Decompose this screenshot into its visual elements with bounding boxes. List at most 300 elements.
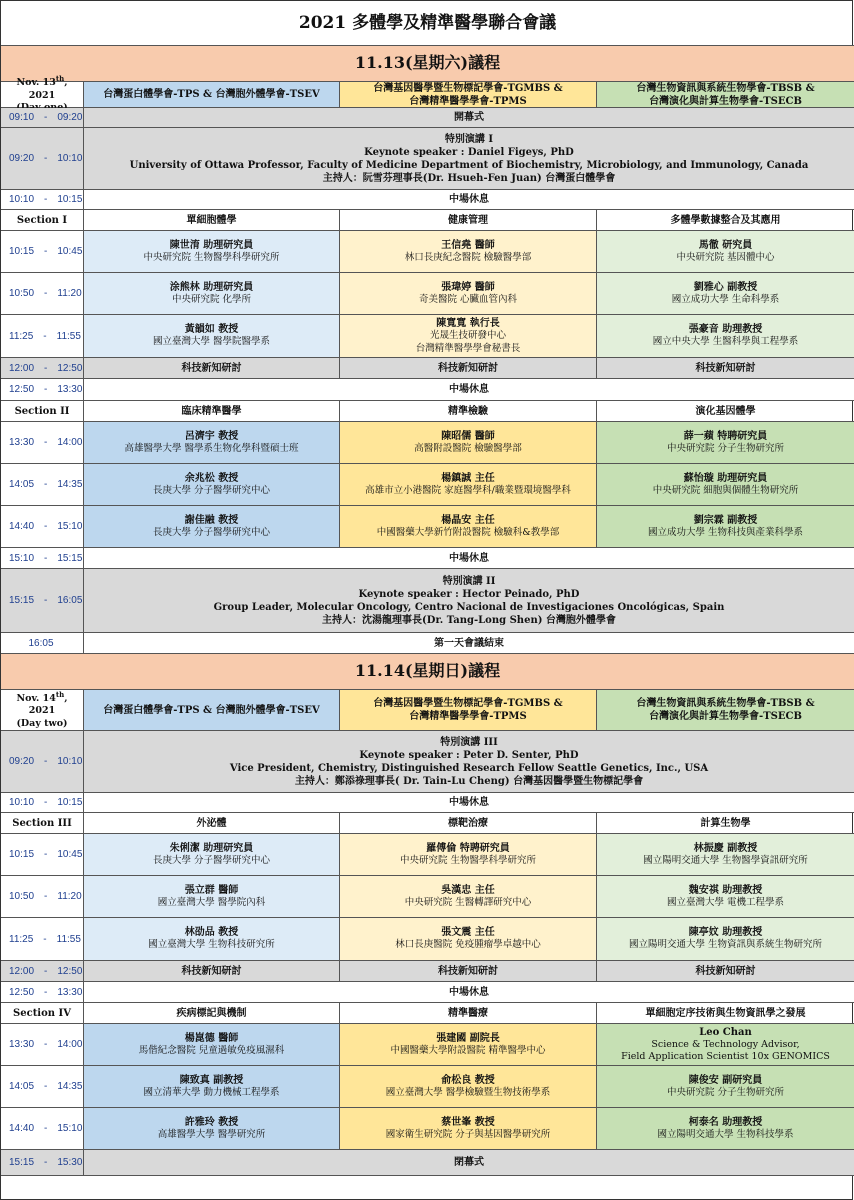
day-title: 11.13(星期六)議程 <box>1 46 854 82</box>
speaker-cell <box>340 231 597 273</box>
schedule-row <box>1 633 854 654</box>
speaker-name: 張建國 副院長 <box>436 1032 500 1044</box>
schedule-row <box>1 1024 854 1066</box>
speaker-cell <box>340 506 597 548</box>
time-cell <box>1 918 84 961</box>
day-label: (Day two) <box>16 717 68 729</box>
speaker-name: 羅傅倫 特聘研究員 <box>426 842 510 854</box>
speaker-name: 黃韻如 教授 <box>184 324 239 336</box>
speaker-affiliation: 國立臺灣大學 醫學檢驗暨生物技術學系 <box>385 1086 551 1098</box>
speaker-cell <box>84 876 340 918</box>
speaker-name: 蔡世峯 教授 <box>441 1116 495 1128</box>
speaker-cell <box>597 464 854 506</box>
time-cell <box>1 231 84 273</box>
speaker-name: 王信堯 醫師 <box>441 239 495 251</box>
speaker-affiliation: 中央研究院 化學所 <box>171 293 252 305</box>
end-time: 13:30 <box>57 384 83 395</box>
society-name: 台灣生物資訊與系統生物學會-TBSB & <box>636 82 815 94</box>
time-cell <box>1 422 84 464</box>
speaker-affiliation: 高雄市立小港醫院 家庭醫學科/職業暨環境醫學科 <box>365 484 571 496</box>
speaker-name: 陳昭儒 醫師 <box>441 430 495 442</box>
speaker-cell <box>597 834 854 876</box>
time-cell <box>1 1066 84 1108</box>
speaker-cell <box>84 464 340 506</box>
end-time: 12:50 <box>57 965 83 977</box>
time-dash: - <box>44 246 48 257</box>
speaker-name: 張豪音 助理教授 <box>688 324 763 336</box>
start-time: 13:30 <box>9 437 35 448</box>
section-name: Section I <box>1 210 84 231</box>
time-dash: - <box>44 112 48 123</box>
speaker-cell <box>597 422 854 464</box>
schedule-row <box>1 108 854 128</box>
speaker-name: 林振慶 副教授 <box>693 842 758 854</box>
start-time: 12:00 <box>9 965 35 977</box>
end-time: 11:55 <box>56 330 81 342</box>
start-time: 15:15 <box>9 595 35 606</box>
schedule-row <box>1 128 854 190</box>
speaker-name: 吳漢忠 主任 <box>441 884 495 896</box>
speaker-affiliation: Science & Technology Advisor, <box>651 1038 800 1050</box>
date-line: Nov. 14th, 2021 <box>16 689 68 717</box>
keynote-line: 主持人：鄭添祿理事長( Dr. Tain-Lu Cheng) 台灣基因醫學暨生物標記學會 <box>294 775 644 787</box>
time-dash: - <box>43 933 47 945</box>
speaker-name: 張文震 主任 <box>441 927 495 939</box>
time-cell <box>1 961 84 982</box>
start-time: 14:05 <box>9 1081 35 1092</box>
schedule-row <box>1 813 854 834</box>
keynote-line: 特別演講 II <box>442 575 496 587</box>
session-label: 中場休息 <box>84 982 854 1003</box>
schedule-row <box>1 982 854 1003</box>
speaker-affiliation: 馬偕紀念醫院 兒童過敏免疫風濕科 <box>138 1044 285 1056</box>
speaker-name: 陳致真 副教授 <box>179 1074 244 1086</box>
keynote-line: Keynote speaker : Hector Peinado, PhD <box>358 588 580 600</box>
time-cell <box>1 876 84 918</box>
time-dash: - <box>44 849 48 860</box>
start-time: 12:00 <box>9 362 35 374</box>
society-name: 台灣精準醫學學會-TPMS <box>409 711 527 722</box>
speaker-affiliation: 長庚大學 分子醫學研究中心 <box>152 854 271 866</box>
schedule-row <box>1 190 854 210</box>
time-dash: - <box>44 521 48 532</box>
keynote-block <box>84 731 854 793</box>
speaker-affiliation: 高雄醫學大學 醫學系生物化學科暨碩士班 <box>124 442 299 454</box>
schedule-row <box>1 273 854 315</box>
start-time: 10:15 <box>9 849 35 860</box>
time-cell <box>1 273 84 315</box>
time-dash: - <box>44 986 48 998</box>
schedule-row <box>1 1108 854 1150</box>
section-name: Section II <box>1 401 84 422</box>
time-cell <box>1 379 84 401</box>
schedule-row <box>1 1003 854 1024</box>
speaker-cell <box>84 1108 340 1150</box>
start-time: 09:20 <box>9 153 35 164</box>
section-topic: 精準檢驗 <box>340 401 597 422</box>
speaker-name: 張瑋婷 醫師 <box>441 281 495 293</box>
schedule-row <box>1 210 854 231</box>
keynote-line: 主持人：沈湯龍理事長(Dr. Tang-Long Shen) 台灣胞外體學會 <box>322 614 616 626</box>
speaker-affiliation: 奇美醫院 心臟血管內科 <box>418 293 518 305</box>
keynote-line: Group Leader, Molecular Oncology, Centro Nacional de Investigaciones Oncológicas, Spain <box>213 601 725 613</box>
date-line: Nov. 13th, 2021 <box>16 74 68 101</box>
society-header <box>340 690 597 731</box>
date-suffix: th <box>55 74 65 84</box>
schedule-row <box>1 569 854 633</box>
speaker-cell <box>340 464 597 506</box>
end-time: 11:20 <box>57 891 82 902</box>
schedule-row <box>1 793 854 813</box>
start-time: 10:50 <box>9 891 35 902</box>
speaker-name: 張立群 醫師 <box>184 884 239 896</box>
speaker-name: 林劭品 教授 <box>184 927 239 939</box>
speaker-affiliation: 光晟生技研發中心 <box>429 330 506 342</box>
speaker-cell <box>340 876 597 918</box>
speaker-cell <box>340 1066 597 1108</box>
section-topic: 臨床精準醫學 <box>84 401 340 422</box>
start-time: 09:20 <box>9 756 35 767</box>
time-cell <box>1 731 84 793</box>
speaker-cell <box>597 315 854 358</box>
speaker-cell <box>84 918 340 961</box>
speaker-affiliation: 中央研究院 基因體中心 <box>676 251 775 263</box>
day-date <box>1 690 84 731</box>
session-label: 中場休息 <box>84 379 854 401</box>
speaker-name: 劉雅心 副教授 <box>693 281 758 293</box>
speaker-cell <box>84 1024 340 1066</box>
end-time: 15:10 <box>57 1123 83 1134</box>
start-time: 11:25 <box>9 933 34 945</box>
schedule-row <box>1 422 854 464</box>
time-dash: - <box>44 1157 48 1168</box>
speaker-name: 柯泰名 助理教授 <box>688 1116 763 1128</box>
end-time: 10:45 <box>57 849 83 860</box>
speaker-cell <box>340 273 597 315</box>
speaker-cell <box>84 1066 340 1108</box>
speaker-cell <box>340 1108 597 1150</box>
society-name: 台灣演化與計算生物學會-TSECB <box>649 711 802 722</box>
section-topic: 健康管理 <box>340 210 597 231</box>
speaker-affiliation: 高醫附設醫院 檢驗醫學部 <box>414 442 522 454</box>
time-cell <box>1 358 84 379</box>
time-dash: - <box>44 288 48 299</box>
time-cell <box>1 982 84 1003</box>
section-topic: 精準醫療 <box>340 1003 597 1024</box>
time-dash: - <box>44 891 48 902</box>
society-name: 台灣蛋白體學會-TPS & 台灣胞外體學會-TSEV <box>103 704 320 716</box>
end-time: 16:05 <box>57 595 83 606</box>
start-time: 13:30 <box>9 1039 35 1050</box>
schedule-row <box>1 231 854 273</box>
end-time: 10:10 <box>57 756 83 767</box>
time-cell <box>1 108 84 128</box>
time-cell <box>1 793 84 813</box>
section-topic: 單細胞定序技術與生物資訊學之發展 <box>597 1003 854 1024</box>
speaker-affiliation: 台灣精準醫學學會秘書長 <box>415 342 521 354</box>
keynote-line: Vice President, Chemistry, Distinguished Research Fellow Seattle Genetics, Inc., USA <box>229 762 709 774</box>
speaker-cell <box>597 506 854 548</box>
session-label: 開幕式 <box>84 108 854 128</box>
keynote-line: Keynote speaker : Peter D. Senter, PhD <box>359 749 579 761</box>
date-suffix: th <box>55 689 65 699</box>
time-cell <box>1 1108 84 1150</box>
speaker-affiliation: 中央研究院 生物醫學科學研究所 <box>143 251 280 263</box>
speaker-name: 楊鎮誠 主任 <box>441 472 495 484</box>
title-row <box>1 1 854 46</box>
speaker-affiliation: 國家衛生研究院 分子與基因醫學研究所 <box>385 1128 551 1140</box>
end-time: 09:20 <box>57 112 83 123</box>
schedule-row <box>1 961 854 982</box>
start-time: 15:10 <box>9 552 35 564</box>
schedule-row <box>1 315 854 358</box>
society-header <box>84 82 340 108</box>
speaker-affiliation: 國立陽明交通大學 生物醫學資訊研究所 <box>643 854 808 866</box>
time-dash: - <box>44 552 48 564</box>
speaker-name: 劉宗霖 副教授 <box>693 514 758 526</box>
end-time: 10:15 <box>57 194 83 205</box>
time-dash: - <box>44 362 48 374</box>
society-header <box>84 690 340 731</box>
speaker-affiliation: 中央研究院 細胞與個體生物研究所 <box>652 484 799 496</box>
speaker-cell <box>84 315 340 358</box>
start-time: 09:10 <box>9 112 35 123</box>
speaker-affiliation: 中央研究院 分子生物研究所 <box>666 1086 785 1098</box>
society-name: 台灣演化與計算生物學會-TSECB <box>649 95 802 107</box>
time-cell <box>1 834 84 876</box>
speaker-cell <box>84 506 340 548</box>
speaker-cell <box>340 834 597 876</box>
keynote-line: Keynote speaker : Daniel Figeys, PhD <box>364 146 574 158</box>
time-dash: - <box>44 1039 48 1050</box>
schedule-row <box>1 834 854 876</box>
time-dash: - <box>44 1123 48 1134</box>
start-time: 10:10 <box>9 194 35 205</box>
speaker-name: 楊晶安 主任 <box>441 514 495 526</box>
lunch-seminar: 科技新知研討 <box>597 358 854 379</box>
schedule-row <box>1 548 854 569</box>
keynote-line: University of Ottawa Professor, Faculty of Medicine Department of Biochemistry, Microbiology, and Immunology, Canada <box>129 159 809 171</box>
section-topic: 計算生物學 <box>597 813 854 834</box>
lunch-seminar: 科技新知研討 <box>597 961 854 982</box>
schedule-row <box>1 74 854 108</box>
time-cell <box>1 128 84 190</box>
speaker-cell <box>340 315 597 358</box>
speaker-name: 魏安祺 助理教授 <box>688 884 763 896</box>
section-topic: 單細胞體學 <box>84 210 340 231</box>
time-cell <box>1 548 84 569</box>
society-name: 台灣精準醫學學會-TPMS <box>409 95 527 107</box>
end-time: 14:35 <box>57 1081 83 1092</box>
start-time: 10:50 <box>9 288 35 299</box>
end-time: 13:30 <box>57 986 83 998</box>
speaker-cell <box>84 231 340 273</box>
time-cell <box>1 464 84 506</box>
speaker-affiliation: 中央研究院 分子生物研究所 <box>666 442 785 454</box>
speaker-name: 楊崑德 醫師 <box>184 1032 239 1044</box>
section-topic: 外泌體 <box>84 813 340 834</box>
time-dash: - <box>44 437 48 448</box>
time-cell <box>1 1024 84 1066</box>
schedule-row <box>1 401 854 422</box>
time-cell <box>1 1150 84 1176</box>
start-time: 12:50 <box>9 986 35 998</box>
end-time: 10:45 <box>57 246 83 257</box>
day-end-label: 第一天會議結束 <box>84 633 854 654</box>
speaker-affiliation: 國立成功大學 生物科技與產業科學系 <box>647 526 804 538</box>
keynote-line: 主持人：阮雪芬理事長(Dr. Hsueh-Fen Juan) 台灣蛋白體學會 <box>322 172 616 184</box>
start-time: 16:05 <box>28 637 54 649</box>
page-title: 2021 多體學及精準醫學聯合會議 <box>1 1 854 46</box>
time-dash: - <box>44 756 48 767</box>
society-name: 台灣基因醫學暨生物標記學會-TGMBS & <box>373 82 563 94</box>
speaker-cell <box>340 918 597 961</box>
speaker-affiliation: 長庚大學 分子醫學研究中心 <box>152 526 271 538</box>
speaker-name: Leo Chan <box>699 1026 752 1038</box>
speaker-affiliation: 國立陽明交通大學 生物資訊與系統生物研究所 <box>628 939 823 951</box>
day-date <box>1 74 84 108</box>
speaker-affiliation: 國立臺灣大學 電機工程學系 <box>666 896 785 908</box>
speaker-affiliation: Field Application Scientist 10x GENOMICS <box>621 1051 830 1062</box>
speaker-name: 俞松良 教授 <box>441 1074 495 1086</box>
schedule-row <box>1 506 854 548</box>
schedule-row <box>1 1066 854 1108</box>
speaker-affiliation: 國立臺灣大學 生物科技研究所 <box>148 939 275 951</box>
schedule-row <box>1 379 854 401</box>
time-dash: - <box>44 965 48 977</box>
speaker-name: 陳俊安 副研究員 <box>688 1074 763 1086</box>
time-dash: - <box>44 797 48 808</box>
end-time: 10:15 <box>57 797 83 808</box>
section-topic: 標靶治療 <box>340 813 597 834</box>
schedule-row <box>1 46 854 82</box>
end-time: 15:30 <box>57 1157 83 1168</box>
speaker-affiliation: 國立陽明交通大學 生物科技學系 <box>657 1128 794 1140</box>
speaker-cell <box>84 273 340 315</box>
speaker-cell <box>84 422 340 464</box>
lunch-seminar: 科技新知研討 <box>340 961 597 982</box>
end-time: 15:15 <box>57 552 83 564</box>
speaker-name: 許雅玲 教授 <box>184 1116 239 1128</box>
speaker-name: 陳亭妏 助理教授 <box>688 927 763 939</box>
society-header <box>340 82 597 108</box>
speaker-name: 呂濟宇 教授 <box>184 430 239 442</box>
start-time: 10:10 <box>9 797 35 808</box>
speaker-cell <box>340 1024 597 1066</box>
schedule-row <box>1 731 854 793</box>
speaker-name: 朱俐潔 助理研究員 <box>169 842 254 854</box>
speaker-cell <box>340 422 597 464</box>
schedule-row <box>1 358 854 379</box>
time-cell <box>1 569 84 633</box>
lunch-seminar: 科技新知研討 <box>84 961 340 982</box>
society-name: 台灣生物資訊與系統生物學會-TBSB & <box>636 698 815 709</box>
keynote-line: 特別演講 III <box>440 736 498 748</box>
section-topic: 多體學數據整合及其應用 <box>597 210 854 231</box>
speaker-cell <box>597 273 854 315</box>
speaker-affiliation: 國立成功大學 生命科學系 <box>671 293 780 305</box>
start-time: 14:40 <box>9 1123 35 1134</box>
time-dash: - <box>44 479 48 490</box>
time-cell <box>1 506 84 548</box>
time-dash: - <box>44 153 48 164</box>
speaker-affiliation: 中央研究院 生物醫學科學研究所 <box>399 854 537 866</box>
society-name: 台灣蛋白體學會-TPS & 台灣胞外體學會-TSEV <box>103 89 320 100</box>
session-label: 閉幕式 <box>84 1150 854 1176</box>
session-label: 中場休息 <box>84 548 854 569</box>
speaker-name: 余兆松 教授 <box>184 472 239 484</box>
schedule-row <box>1 876 854 918</box>
section-name: Section III <box>1 813 84 834</box>
speaker-affiliation: 國立臺灣大學 醫學院內科 <box>157 896 266 908</box>
keynote-block <box>84 128 854 190</box>
end-time: 14:35 <box>57 479 83 490</box>
schedule-row <box>1 654 854 690</box>
society-header <box>597 690 854 731</box>
end-time: 11:55 <box>56 933 81 945</box>
lunch-seminar: 科技新知研討 <box>340 358 597 379</box>
section-topic: 演化基因體學 <box>597 401 854 422</box>
keynote-block <box>84 569 854 633</box>
section-topic: 疾病標記與機制 <box>84 1003 340 1024</box>
speaker-cell <box>597 918 854 961</box>
time-cell <box>1 190 84 210</box>
time-dash: - <box>44 384 48 395</box>
speaker-cell <box>84 834 340 876</box>
schedule-row <box>1 690 854 731</box>
start-time: 12:50 <box>9 384 35 395</box>
speaker-name: 薛一蘋 特聘研究員 <box>683 430 768 442</box>
speaker-affiliation: 中國醫藥大學附設醫院 精準醫學中心 <box>390 1044 546 1056</box>
speaker-cell <box>597 1066 854 1108</box>
session-label: 中場休息 <box>84 190 854 210</box>
time-dash: - <box>43 330 47 342</box>
society-name: 台灣基因醫學暨生物標記學會-TGMBS & <box>373 698 563 709</box>
speaker-cell <box>597 876 854 918</box>
time-dash: - <box>44 595 48 606</box>
section-name: Section IV <box>1 1003 84 1024</box>
end-time: 14:00 <box>57 437 83 448</box>
time-cell <box>1 315 84 358</box>
start-time: 10:15 <box>9 246 35 257</box>
speaker-name: 馬徹 研究員 <box>698 239 753 251</box>
end-time: 11:20 <box>57 288 82 299</box>
time-cell <box>1 633 84 654</box>
keynote-line: 特別演講 I <box>444 133 494 145</box>
speaker-affiliation: 高雄醫學大學 醫學研究所 <box>157 1128 266 1140</box>
speaker-affiliation: 林口長庚紀念醫院 檢驗醫學部 <box>404 251 532 263</box>
speaker-cell <box>597 231 854 273</box>
speaker-affiliation: 國立清華大學 動力機械工程學系 <box>143 1086 280 1098</box>
speaker-cell <box>597 1108 854 1150</box>
schedule-row <box>1 1150 854 1176</box>
speaker-cell <box>597 1024 854 1066</box>
end-time: 15:10 <box>57 521 83 532</box>
speaker-affiliation: 長庚大學 分子醫學研究中心 <box>152 484 271 496</box>
end-time: 14:00 <box>57 1039 83 1050</box>
end-time: 10:10 <box>57 153 83 164</box>
start-time: 14:05 <box>9 479 35 490</box>
speaker-name: 陳世淯 助理研究員 <box>169 239 254 251</box>
schedule-row <box>1 464 854 506</box>
speaker-affiliation: 國立中央大學 生醫科學與工程學系 <box>652 336 799 348</box>
time-dash: - <box>44 1081 48 1092</box>
society-header <box>597 82 854 108</box>
schedule-row <box>1 918 854 961</box>
speaker-name: 謝佳融 教授 <box>184 514 239 526</box>
session-label: 中場休息 <box>84 793 854 813</box>
start-time: 14:40 <box>9 521 35 532</box>
